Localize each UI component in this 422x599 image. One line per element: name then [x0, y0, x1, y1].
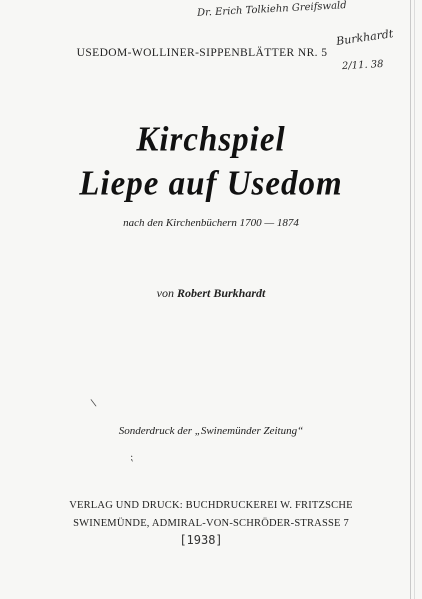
handwritten-signature: Burkhardt [335, 27, 395, 48]
handwritten-dedication: Dr. Erich Tolkiehn Greifswald [196, 0, 347, 19]
author-name: Robert Burkhardt [176, 286, 266, 300]
main-title-line-2: Liepe auf Usedom [79, 165, 343, 203]
pencil-mark: ⁏ [130, 452, 134, 463]
series-title: USEDOM-WOLLINER-SIPPENBLÄTTER NR. 5 [76, 47, 328, 59]
subtitle: nach den Kirchenbüchern 1700 — 1874 [123, 217, 299, 229]
pencil-mark: \ [90, 397, 98, 410]
publisher-line-1: VERLAG UND DRUCK: BUCHDRUCKEREI W. FRITZSCHE [69, 500, 353, 511]
publisher-line-2: SWINEMÜNDE, ADMIRAL-VON-SCHRÖDER-STRASSE 7 [73, 518, 349, 529]
author-line [0, 286, 422, 301]
reprint-note: Sonderdruck der „Swinemünder Zeitung“ [118, 425, 304, 437]
main-title-line-1: Kirchspiel [136, 121, 286, 159]
year-stamp: [1938] [179, 533, 223, 547]
handwritten-date: 2/11. 38 [341, 58, 384, 73]
author-prefix: von [156, 286, 174, 300]
